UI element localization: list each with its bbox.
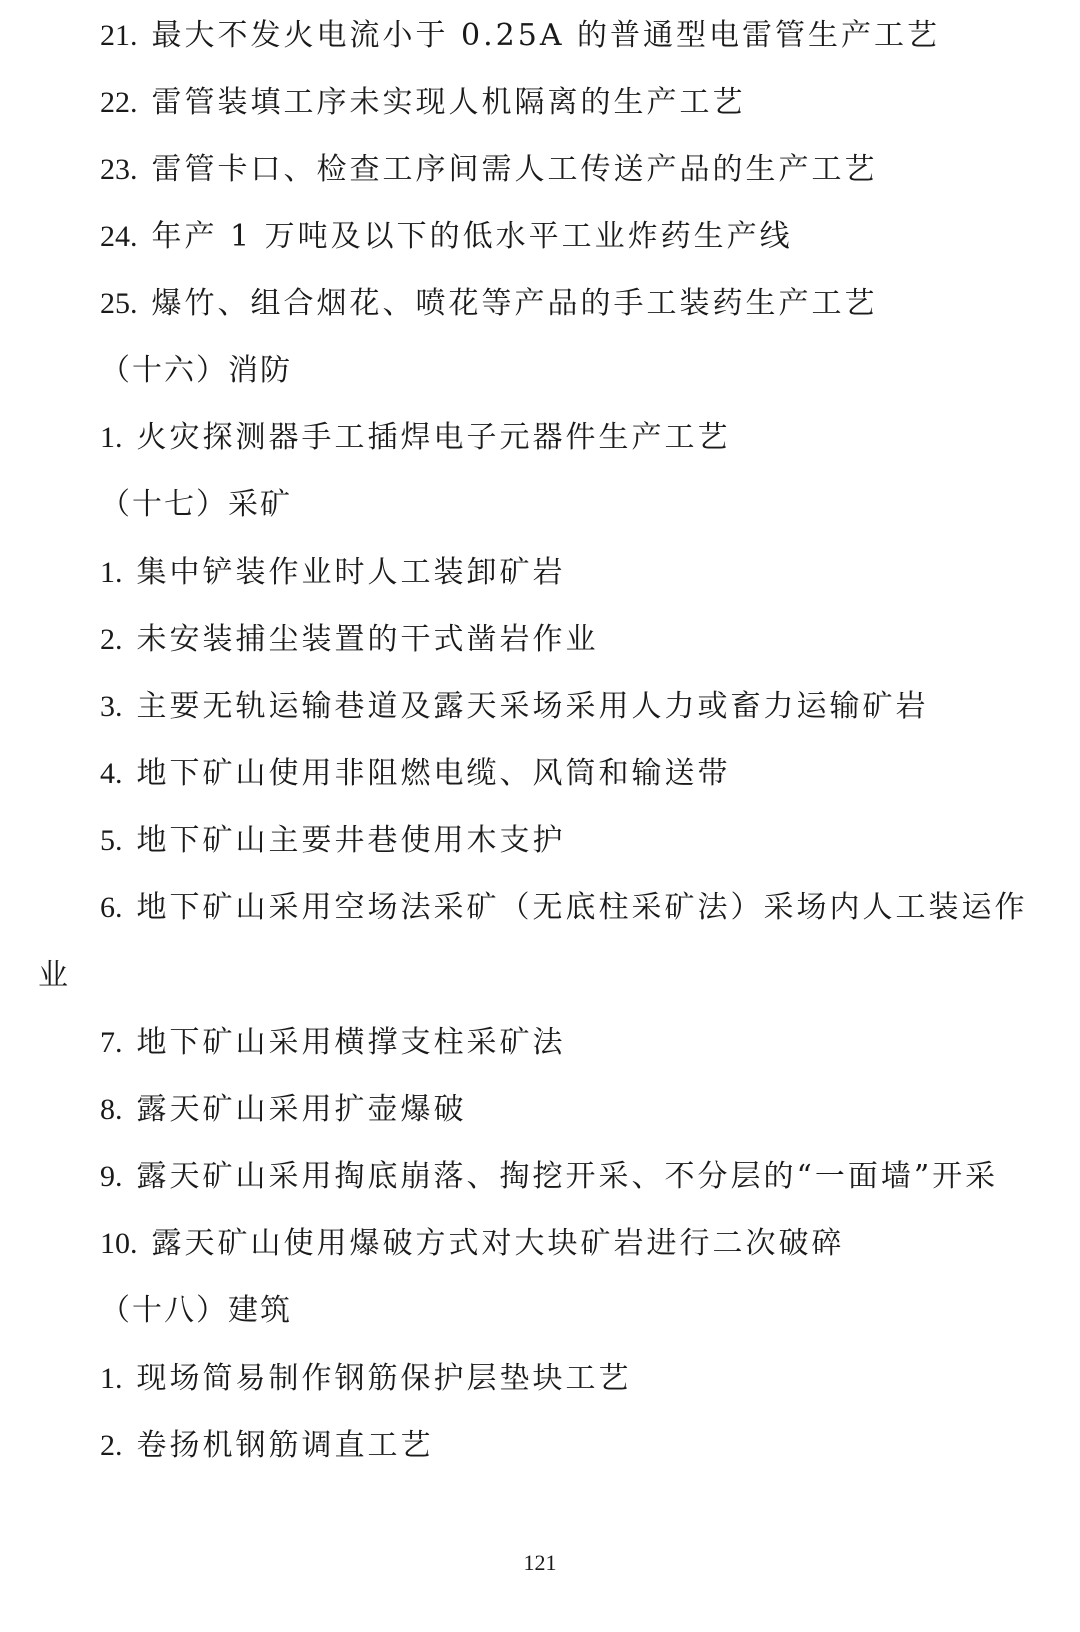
list-item-mining-3 xyxy=(100,687,929,727)
list-item-mining-5 xyxy=(100,821,566,861)
list-item-construction-2 xyxy=(100,1426,434,1466)
item-number: 1. xyxy=(100,556,123,589)
item-number: 3. xyxy=(100,690,123,723)
item-text: 露天矿山采用扩壶爆破 xyxy=(136,1092,467,1127)
list-item-mining-4 xyxy=(100,754,731,794)
page-number: 121 xyxy=(523,1550,557,1575)
item-number: 9. xyxy=(100,1160,123,1193)
item-number: 4. xyxy=(100,757,123,790)
item-number: 23. xyxy=(100,153,138,186)
item-text: 未安装捕尘装置的干式凿岩作业 xyxy=(136,622,599,657)
list-item-mining-7 xyxy=(100,1023,566,1063)
section-heading-construction: （十八）建筑 xyxy=(100,1293,292,1328)
list-item-23 xyxy=(100,150,878,190)
item-number: 8. xyxy=(100,1093,123,1126)
item-number: 5. xyxy=(100,824,123,857)
item-text: 雷管卡口、检查工序间需人工传送产品的生产工艺 xyxy=(151,152,878,187)
list-item-construction-1 xyxy=(100,1359,632,1399)
item-text: 地下矿山主要井巷使用木支护 xyxy=(136,823,566,858)
item-text: 露天矿山采用掏底崩落、掏挖开采、不分层的“一面墙”开采 xyxy=(136,1159,999,1194)
list-item-25 xyxy=(100,284,878,324)
item-number: 2. xyxy=(100,1429,123,1462)
list-item-24 xyxy=(100,217,793,257)
list-item-mining-9 xyxy=(100,1157,998,1197)
section-heading-fire-protection: （十六）消防 xyxy=(100,353,292,388)
list-item-mining-10 xyxy=(100,1224,845,1264)
item-text: 火灾探测器手工插焊电子元器件生产工艺 xyxy=(136,420,731,455)
item-text: 爆竹、组合烟花、喷花等产品的手工装药生产工艺 xyxy=(151,286,878,321)
item-number: 25. xyxy=(100,287,138,320)
list-item-21 xyxy=(100,16,940,56)
item-text: 年产 1 万吨及以下的低水平工业炸药生产线 xyxy=(151,219,793,254)
item-text: 雷管装填工序未实现人机隔离的生产工艺 xyxy=(151,85,746,120)
item-text: 地下矿山采用横撑支柱采矿法 xyxy=(136,1025,566,1060)
item-number: 24. xyxy=(100,220,138,253)
item-number: 1. xyxy=(100,1362,123,1395)
item-text: 集中铲装作业时人工装卸矿岩 xyxy=(136,555,566,590)
item-number: 1. xyxy=(100,421,123,454)
item-number: 21. xyxy=(100,19,138,52)
item-text: 卷扬机钢筋调直工艺 xyxy=(136,1428,434,1463)
item-text: 现场简易制作钢筋保护层垫块工艺 xyxy=(136,1361,632,1396)
item-text: 地下矿山使用非阻燃电缆、风筒和输送带 xyxy=(136,756,731,791)
item-text: 最大不发火电流小于 0.25A 的普通型电雷管生产工艺 xyxy=(151,18,941,53)
item-number: 10. xyxy=(100,1227,138,1260)
list-item-mining-1 xyxy=(100,553,566,593)
item-text: 主要无轨运输巷道及露天采场采用人力或畜力运输矿岩 xyxy=(136,689,929,724)
list-item-mining-6-continuation: 业 xyxy=(38,958,71,993)
list-item-fire-1 xyxy=(100,418,731,458)
list-item-mining-6 xyxy=(100,888,1028,928)
list-item-22 xyxy=(100,83,746,123)
item-number: 7. xyxy=(100,1026,123,1059)
list-item-mining-2 xyxy=(100,620,599,660)
item-number: 6. xyxy=(100,891,123,924)
item-text: 地下矿山采用空场法采矿（无底柱采矿法）采场内人工装运作 xyxy=(136,890,1028,925)
item-number: 22. xyxy=(100,86,138,119)
item-text: 露天矿山使用爆破方式对大块矿岩进行二次破碎 xyxy=(151,1226,845,1261)
list-item-mining-8 xyxy=(100,1090,467,1130)
item-number: 2. xyxy=(100,623,123,656)
section-heading-mining: （十七）采矿 xyxy=(100,487,292,522)
